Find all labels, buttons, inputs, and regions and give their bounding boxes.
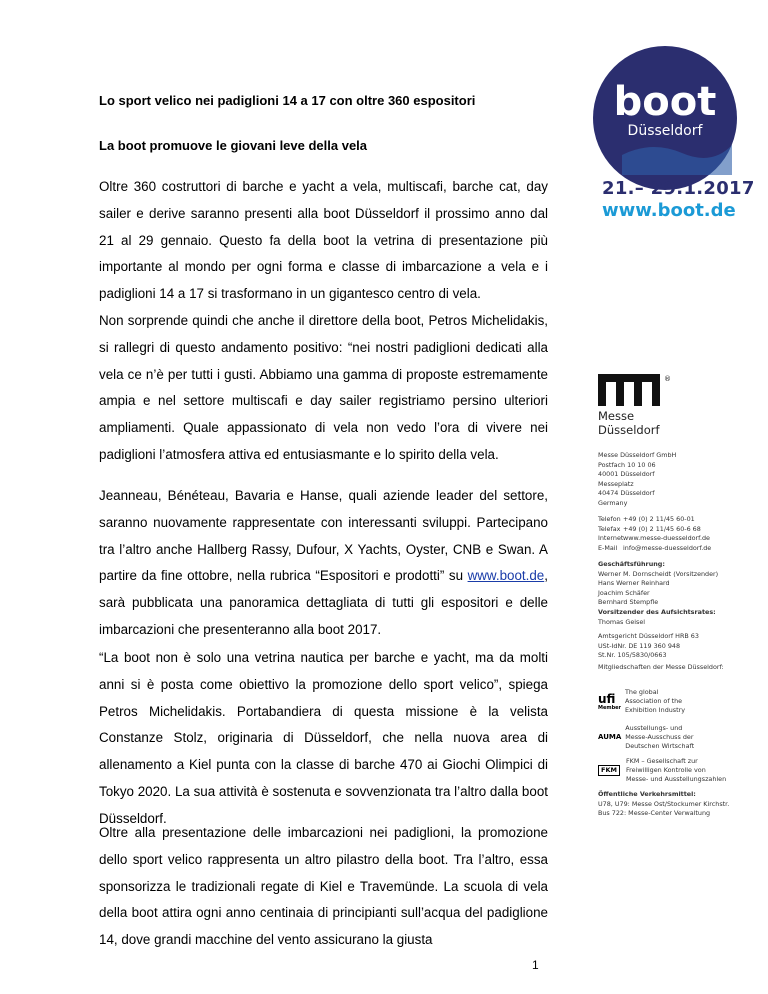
membership-ufi xyxy=(598,688,758,715)
management-name: Werner M. Dornscheidt (Vorsitzender) xyxy=(598,569,719,578)
contact-key: Telefax xyxy=(598,524,621,533)
messe-logo-mark xyxy=(598,372,678,408)
paragraph-text: , sarà pubblicata una panoramica dettagliata di tutti gli espositori e delle imbarcazioni che presenteranno alla boot 2017. xyxy=(99,568,548,637)
membership-text: Ausstellungs- und Messe-Ausschuss der Deutschen Wirtschaft xyxy=(625,724,695,750)
contact-value[interactable]: www.messe-duesseldorf.de xyxy=(623,534,710,543)
contact-value[interactable]: info@messe-duesseldorf.de xyxy=(623,543,712,552)
management-name: Bernhard Stempfle xyxy=(598,598,659,607)
contact-row xyxy=(598,515,758,525)
contact-row xyxy=(598,534,758,544)
address-line: Germany xyxy=(598,498,628,507)
ufi-logo: ufi Member xyxy=(598,691,622,711)
contact-row xyxy=(598,525,758,535)
messe-logo-text xyxy=(598,409,660,437)
membership-auma xyxy=(598,724,758,751)
registered-mark: ® xyxy=(664,375,671,383)
transport-line: Bus 722: Messe-Center Verwaltung xyxy=(598,809,711,818)
boot-logo-city: Düsseldorf xyxy=(627,123,703,139)
address-line: 40474 Düsseldorf xyxy=(598,489,655,498)
contact-key: E-Mail xyxy=(598,543,618,552)
register-line: USt-IdNr. DE 119 360 948 xyxy=(598,641,681,650)
paragraph: Oltre alla presentazione delle imbarcazioni nei padiglioni, la promozione dello sport velico rappresenta un altro pilastro della boot. Tra l’altro, essa sponsorizza le tradizionali regate di Kiel e Travemünde. La scuola di vela della boot attira ogni anno centinaia di principianti sull’acqua del padiglione 14, dove grandi macchine del vento assicurano la giusta xyxy=(99,825,548,948)
transport-block xyxy=(598,790,758,819)
management-block xyxy=(598,560,758,627)
register-line: St.Nr. 105/5830/0663 xyxy=(598,651,667,660)
contact-row xyxy=(598,544,758,554)
address-line: 40001 Düsseldorf xyxy=(598,470,655,479)
management-name: Joachim Schäfer xyxy=(598,588,650,597)
boot-url: www.boot.de xyxy=(602,200,736,221)
register-block xyxy=(598,632,758,661)
document-title: Lo sport velico nei padiglioni 14 a 17 con oltre 360 espositori xyxy=(99,93,476,108)
transport-title: Öffentliche Verkehrsmittel: xyxy=(598,790,696,798)
paragraph xyxy=(99,483,548,644)
fkm-logo: FKM xyxy=(598,765,620,776)
management-name: Hans Werner Reinhard xyxy=(598,579,670,588)
document-subtitle: La boot promuove le giovani leve della vela xyxy=(99,138,368,153)
address-line: Messe Düsseldorf GmbH xyxy=(598,451,677,459)
auma-logo: AUMA xyxy=(598,733,622,741)
contact-value: +49 (0) 2 11/45 60-6 68 xyxy=(623,524,701,533)
membership-text: FKM – Gesellschaft zur Freiwilligen Kontrolle von Messe- und Ausstellungszahlen xyxy=(625,757,727,783)
messe-logo-line1: Messe xyxy=(598,409,635,423)
membership-fkm xyxy=(598,757,758,784)
register-line: Amtsgericht Düsseldorf HRB 63 xyxy=(598,632,699,640)
contact-details xyxy=(598,515,758,553)
contact-key: Telefon xyxy=(598,515,621,523)
company-address xyxy=(598,451,758,509)
contact-key: Internet xyxy=(598,534,624,543)
page-number: 1 xyxy=(532,958,539,972)
board-title: Vorsitzender des Aufsichtsrates: xyxy=(598,607,716,616)
board-name: Thomas Geisel xyxy=(598,617,646,626)
address-line: Messeplatz xyxy=(598,479,634,488)
management-title: Geschäftsführung: xyxy=(598,560,665,568)
paragraph: “La boot non è solo una vetrina nautica per barche e yacht, ma da molti anni si è posta come obiettivo la promozione dello sport velico”, spiega Petros Michelidakis. Portabandiera di questa missione è la velista Constanze Stolz, originaria di Düsseldorf, che nella nuova area di allenamento a Kiel punta con la classe di barche 470 ai Giochi Olimpici di Tokyo 2020. La sua attività è sostenuta e sovvenzionata tra l’altro dalla boot Düsseldorf. xyxy=(99,650,548,826)
address-line: Postfach 10 10 06 xyxy=(598,460,656,469)
paragraph: Non sorprende quindi che anche il direttore della boot, Petros Michelidakis, si rallegri di questo andamento positivo: “nei nostri padiglioni dedicati alla vela ce n’è per tutti i gusti. Abbiamo una gamma di proposte estremamente ampia e nel settore multiscafi e day sailer registriamo persino ulteriori ampliamenti. Quale appassionato di vela non vedo l’ora di vivere nei padiglioni l’atmosfera attiva ed entusiasmante e lo spirito della vela. xyxy=(99,313,548,462)
transport-line: U78, U79: Messe Ost/Stockumer Kirchstr. xyxy=(598,799,730,808)
boot-logo xyxy=(592,45,738,191)
paragraph: Oltre 360 costruttori di barche e yacht a vela, multiscafi, barche cat, day sailer e derive saranno presenti alla boot Düsseldorf il prossimo anno dal 21 al 29 gennaio. Questo fa della boot la vetrina di presentazione più importante al mondo per ogni forma e classe di imbarcazione a vela e i padiglioni 14 a 17 si trasformano in un gigantesco centro di vela. xyxy=(99,179,548,302)
paragraph-text: Jeanneau, Bénéteau, Bavaria e Hanse, quali aziende leader del settore, saranno nuovamente rappresentate con interessanti sviluppi. Partecipano tra l’altro anche Hallberg Rassy, Dufour, X Yachts, Oyster, CNB e Swan. A partire da fine ottobre, nella rubrica “Espositori e prodotti” su xyxy=(99,488,548,584)
membership-title: Mitgliedschaften der Messe Düsseldorf: xyxy=(598,663,724,671)
membership-text: The global Association of the Exhibition Industry xyxy=(625,688,686,714)
contact-value: +49 (0) 2 11/45 60-01 xyxy=(623,515,695,523)
boot-website-link[interactable]: www.boot.de xyxy=(467,568,545,584)
messe-logo-line2: Düsseldorf xyxy=(598,423,660,437)
boot-logo-word: boot xyxy=(613,79,717,125)
boot-dates: 21.– 29.1.2017 xyxy=(602,178,755,199)
